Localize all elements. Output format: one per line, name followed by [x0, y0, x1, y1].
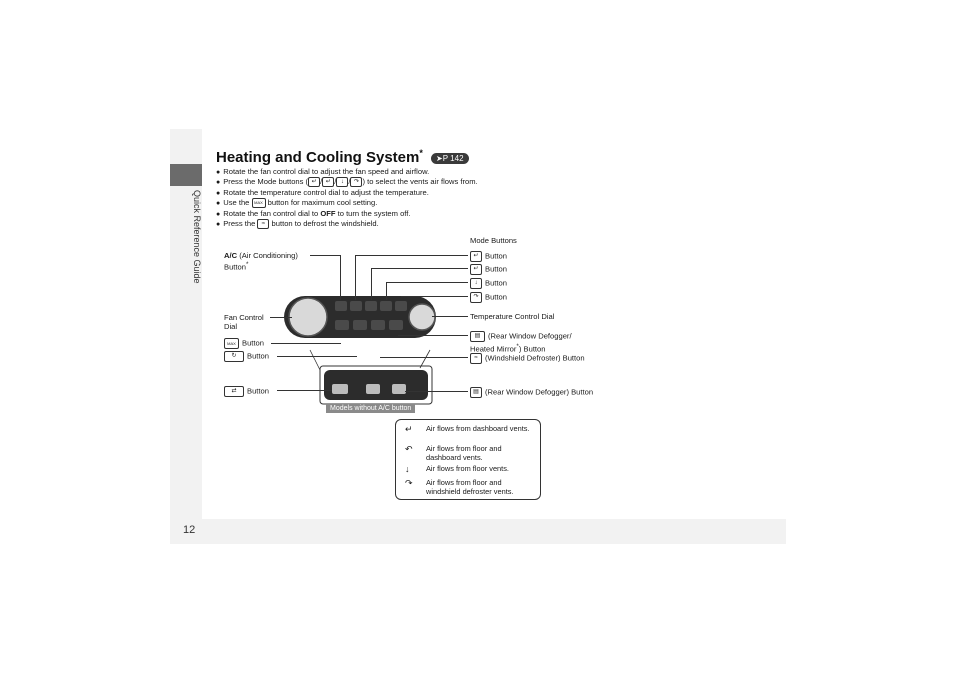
leader-temp — [432, 316, 468, 317]
recirculation-button-label — [224, 351, 269, 362]
max-ac-button[interactable] — [335, 320, 349, 330]
legend-text: Air flows from dashboard vents. — [426, 424, 530, 433]
dashboard-vent-icon: ↵ — [470, 251, 482, 262]
leader-fresh — [277, 390, 332, 391]
floor-defrost-icon: ↷ — [405, 478, 413, 488]
fresh-air-button-label — [224, 386, 269, 397]
rear-defog-heated-mirror-label — [470, 331, 572, 354]
windshield-defrost-text: (Windshield Defroster) Button — [485, 353, 585, 363]
max-ac-icon: MAX — [252, 198, 266, 208]
section-side-label: Quick Reference Guide — [192, 190, 202, 284]
inset-fresh-air-button[interactable] — [332, 384, 348, 394]
floor-vent-icon: ↓ — [336, 177, 348, 187]
climate-control-panel — [280, 290, 440, 420]
max-ac-label-text: Button — [242, 338, 264, 348]
mode-button-3[interactable] — [380, 301, 392, 311]
leader-mode3 — [386, 282, 468, 283]
airflow-legend — [395, 419, 541, 500]
floor-dashboard-icon: ↵ — [322, 177, 334, 187]
leader-mode1-down — [355, 255, 356, 300]
temperature-control-dial[interactable] — [409, 304, 435, 330]
instruction-item — [216, 188, 616, 198]
rear-defog-icon: ▤ — [470, 387, 482, 398]
instruction-item — [216, 167, 616, 177]
dashboard-vent-icon: ↵ — [405, 424, 413, 434]
fan-control-dial-label — [224, 313, 264, 331]
mode-b2-text: Button — [485, 264, 507, 274]
instruction-text: Press the Mode buttons ( — [223, 177, 309, 187]
instruction-text: to turn the system off. — [335, 208, 411, 218]
instruction-list — [216, 167, 616, 229]
ac-label-rest: (Air Conditioning) — [237, 251, 298, 260]
leader-mode2 — [371, 268, 468, 269]
legend-text: Air flows from floor vents. — [426, 464, 509, 473]
floor-vent-icon: ↓ — [405, 464, 410, 474]
leader-mode1 — [355, 255, 468, 256]
rear-defog-only-text: (Rear Window Defogger) Button — [485, 387, 594, 397]
instruction-item — [216, 219, 616, 229]
leader-rear-defog — [398, 335, 468, 336]
leader-ac — [310, 255, 340, 256]
mode-b4-text: Button — [485, 292, 507, 302]
instruction-text: Use the — [223, 198, 252, 208]
page-title-text: Heating and Cooling System — [216, 149, 420, 166]
leader-mode3-down — [386, 282, 387, 300]
mode-b1-text: Button — [485, 251, 507, 261]
instruction-text: ) to select the vents air flows from. — [362, 177, 478, 187]
rear-window-defogger-label — [470, 387, 593, 398]
floor-dashboard-icon: ↵ — [470, 264, 482, 275]
instruction-text: Press the — [223, 218, 258, 228]
windshield-defroster-label — [470, 353, 585, 364]
instruction-text: button for maximum cool setting. — [265, 198, 378, 208]
mode-b3-text: Button — [485, 278, 507, 288]
windshield-defrost-button[interactable] — [371, 320, 385, 330]
leader-mode4 — [401, 296, 468, 297]
ac-label-line2: Button — [224, 262, 246, 272]
inset-defrost-button[interactable] — [366, 384, 380, 394]
leader-mode2-down — [371, 268, 372, 300]
section-tab — [170, 164, 202, 186]
rear-defog-line2-tail: ) Button — [518, 344, 546, 354]
leader-max — [271, 343, 341, 344]
instruction-item: ● Press the Mode buttons ( ↵ / ↵ / ↓ / ↷ ) to select the vents air flows from. — [216, 177, 616, 187]
reference-arrow-icon: ➤ — [436, 153, 443, 163]
windshield-defrost-icon: ≈ — [257, 219, 269, 229]
title-asterisk: * — [419, 148, 423, 158]
max-ac-button-label — [224, 338, 264, 349]
recirculation-button[interactable] — [353, 320, 367, 330]
page-reference-text: P 142 — [442, 153, 464, 163]
instruction-text: Rotate the temperature control dial to adjust the temperature. — [223, 187, 429, 197]
instruction-text: Rotate the fan control dial to — [223, 208, 321, 218]
instruction-item — [216, 209, 616, 219]
floor-vent-icon: ↓ — [470, 278, 482, 289]
fan-label-line1: Fan Control — [224, 313, 264, 322]
fresh-label-text: Button — [247, 386, 269, 396]
recirculation-icon: ↻ — [224, 351, 244, 362]
leader-fan — [270, 317, 292, 318]
leader-windshield — [380, 357, 468, 358]
models-without-ac-tag: Models without A/C button — [326, 404, 415, 413]
mode-button-1[interactable] — [350, 301, 362, 311]
ac-label-bold: A/C — [224, 251, 238, 260]
fan-control-dial[interactable] — [289, 298, 327, 336]
mode-button-4[interactable] — [395, 301, 407, 311]
ac-button-label — [224, 251, 298, 272]
page-number: 12 — [183, 524, 196, 536]
instruction-text: button to defrost the windshield. — [269, 218, 379, 228]
off-keyword: OFF — [320, 208, 336, 218]
mode-button-4-label — [470, 292, 507, 303]
inset-connector-right — [420, 350, 430, 368]
page-title — [216, 148, 469, 166]
temperature-dial-label: Temperature Control Dial — [470, 312, 555, 321]
fresh-air-icon: ⇄ — [224, 386, 244, 397]
leader-rear-defog-only — [405, 391, 468, 392]
mode-button-2-label — [470, 264, 507, 275]
recirc-label-text: Button — [247, 351, 269, 361]
legend-text: Air flows from floor and dashboard vents. — [426, 444, 502, 462]
rear-defog-line2: Heated Mirror — [470, 344, 517, 354]
legend-text: Air flows from floor and windshield defroster vents. — [426, 478, 514, 496]
dashboard-vent-icon: ↵ — [308, 177, 320, 187]
inset-connector-left — [310, 350, 320, 370]
instruction-text: Rotate the fan control dial to adjust the fan speed and airflow. — [223, 167, 430, 176]
floor-defrost-icon: ↷ — [350, 177, 362, 187]
ac-button[interactable] — [335, 301, 347, 311]
rear-defog-line1: (Rear Window Defogger/ — [488, 331, 572, 341]
floor-dashboard-icon: ↶ — [405, 444, 413, 454]
mode-button-3-label — [470, 278, 507, 289]
rear-defog-button[interactable] — [389, 320, 403, 330]
leader-ac-down — [340, 255, 341, 300]
rear-defog-mirror-icon: ▤ — [470, 331, 485, 342]
fan-label-line2: Dial — [224, 322, 238, 331]
page-reference-link[interactable] — [431, 153, 468, 164]
ac-label-asterisk: * — [245, 261, 249, 268]
windshield-defrost-icon: ≈ — [470, 353, 482, 364]
floor-defrost-icon: ↷ — [470, 292, 482, 303]
inset-rear-defog-button[interactable] — [392, 384, 406, 394]
instruction-item — [216, 198, 616, 208]
mode-buttons-label: Mode Buttons — [470, 236, 517, 245]
mode-button-1-label — [470, 251, 507, 262]
mode-button-2[interactable] — [365, 301, 377, 311]
max-ac-icon: MAX — [224, 338, 239, 349]
rear-defog-asterisk: * — [516, 343, 519, 350]
leader-recirc — [277, 356, 357, 357]
